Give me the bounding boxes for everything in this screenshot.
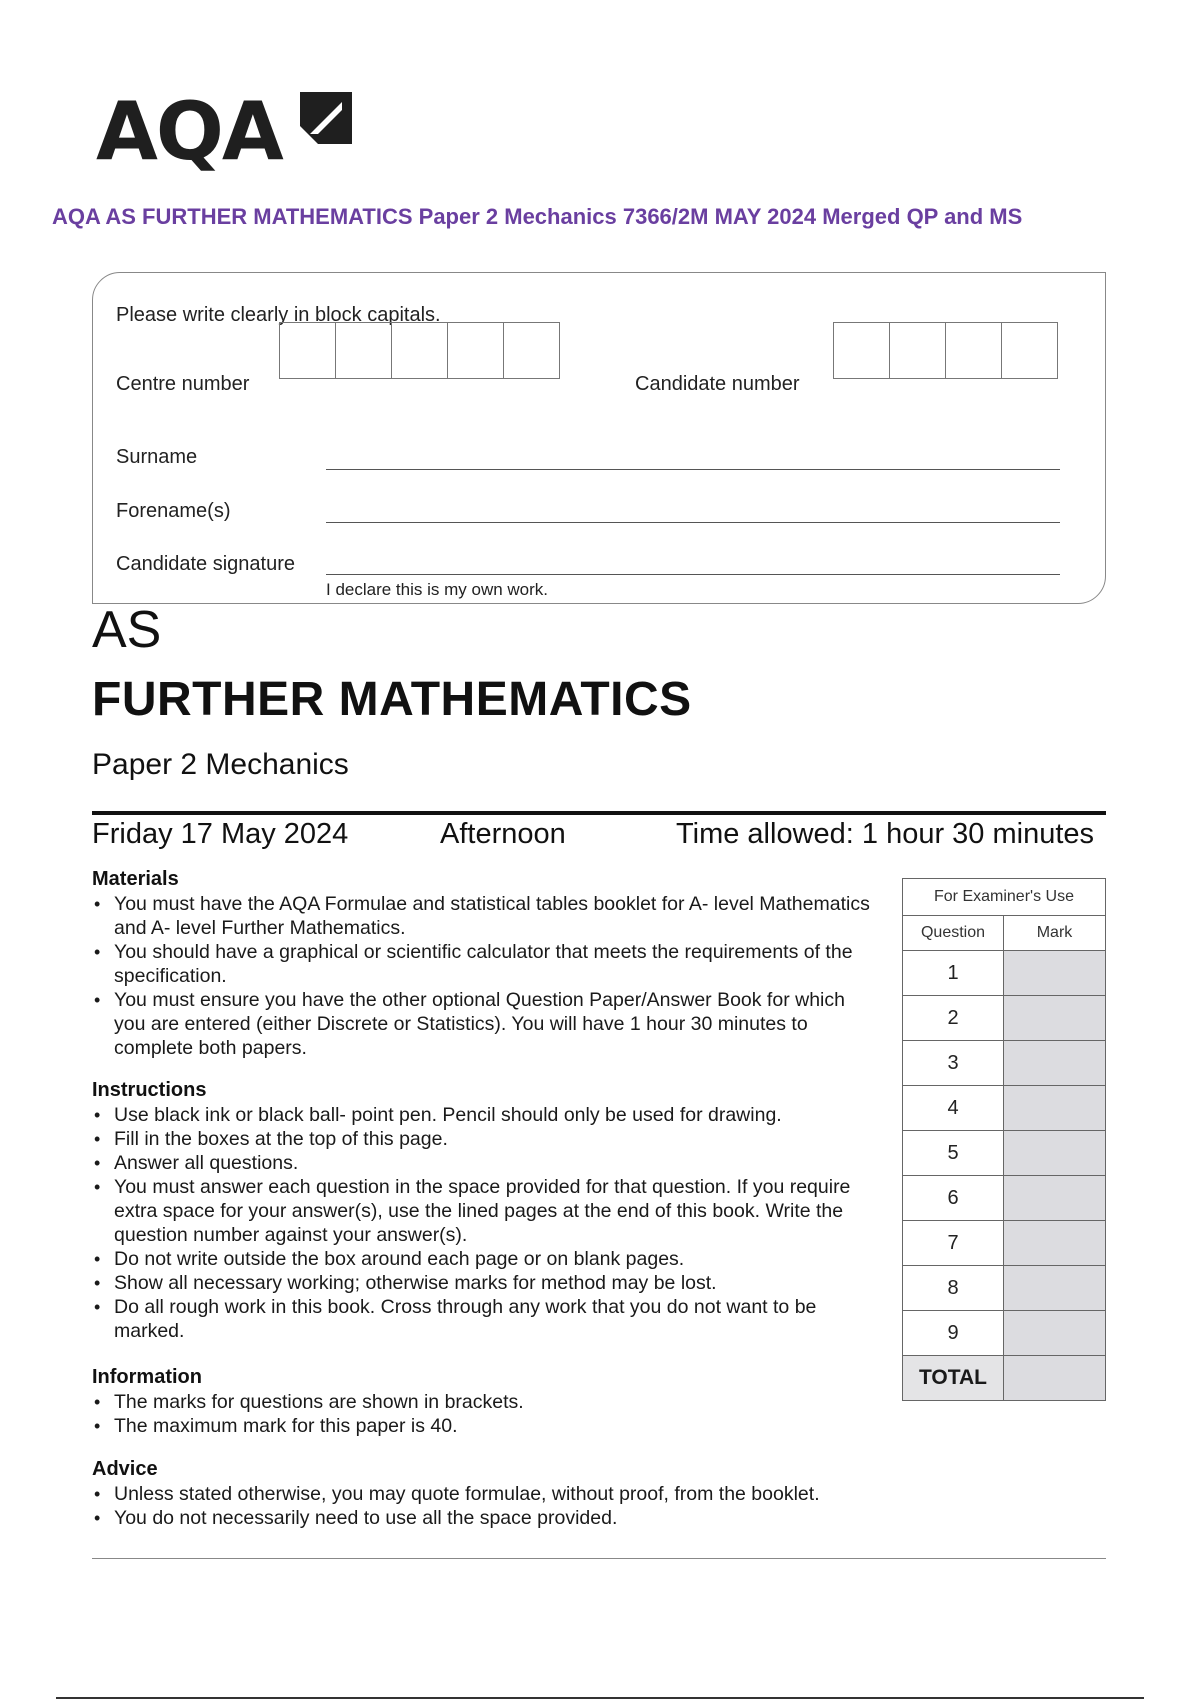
- exam-session: Afternoon: [440, 818, 566, 850]
- table-row: [903, 1131, 1106, 1176]
- table-row: [903, 1311, 1106, 1356]
- materials-heading: Materials: [92, 868, 179, 890]
- page-bottom-rule: [56, 1697, 1144, 1699]
- advice-heading: Advice: [92, 1458, 158, 1480]
- materials-list: [92, 892, 872, 1060]
- table-row: [903, 996, 1106, 1041]
- candidate-digit-box[interactable]: [833, 322, 890, 379]
- centre-number-label: Centre number: [116, 373, 250, 395]
- question-number: 7: [903, 1221, 1004, 1266]
- list-item: • You must ensure you have the other optional Question Paper/Answer Book for which you are entered (either Discrete or Statistics). You will have 1 hour 30 minutes to complete both papers.: [92, 988, 872, 1060]
- list-item: • You do not necessarily need to use all the space provided.: [92, 1506, 952, 1530]
- list-item: • Do not write outside the box around each page or on blank pages.: [92, 1247, 882, 1271]
- question-number: 6: [903, 1176, 1004, 1221]
- mark-cell[interactable]: [1004, 951, 1106, 996]
- question-number: 5: [903, 1131, 1004, 1176]
- candidate-number-label: Candidate number: [635, 373, 800, 395]
- mark-cell[interactable]: [1004, 1131, 1106, 1176]
- centre-digit-box[interactable]: [503, 322, 560, 379]
- subject-title: FURTHER MATHEMATICS: [92, 673, 692, 726]
- mark-column-header: Mark: [1004, 916, 1106, 951]
- centre-digit-box[interactable]: [447, 322, 504, 379]
- list-item: • Fill in the boxes at the top of this page.: [92, 1127, 882, 1151]
- table-row: [903, 1086, 1106, 1131]
- centre-digit-box[interactable]: [391, 322, 448, 379]
- candidate-digit-box[interactable]: [945, 322, 1002, 379]
- time-allowed: Time allowed: 1 hour 30 minutes: [676, 818, 1095, 850]
- centre-digit-box[interactable]: [335, 322, 392, 379]
- list-item: • Do all rough work in this book. Cross through any work that you do not want to be marked.: [92, 1295, 882, 1343]
- mark-cell[interactable]: [1004, 1266, 1106, 1311]
- table-row: [903, 1041, 1106, 1086]
- question-column-header: Question: [903, 916, 1004, 951]
- list-item: • The marks for questions are shown in brackets.: [92, 1390, 882, 1414]
- centre-number-boxes[interactable]: [280, 322, 560, 379]
- mark-cell[interactable]: [1004, 1086, 1106, 1131]
- question-number: 9: [903, 1311, 1004, 1356]
- mark-cell[interactable]: [1004, 996, 1106, 1041]
- question-number: 2: [903, 996, 1004, 1041]
- table-row: [903, 1221, 1106, 1266]
- surname-label: Surname: [116, 446, 198, 468]
- block-capitals-instruction: Please write clearly in block capitals.: [116, 304, 441, 326]
- list-item: • You should have a graphical or scientific calculator that meets the requirements of the specification.: [92, 940, 872, 988]
- list-item: • Show all necessary working; otherwise marks for method may be lost.: [92, 1271, 882, 1295]
- centre-digit-box[interactable]: [279, 322, 336, 379]
- document-subtitle: AQA AS FURTHER MATHEMATICS Paper 2 Mechanics 7366/2M MAY 2024 Merged QP and MS: [52, 204, 1023, 229]
- aqa-logo: [96, 82, 366, 182]
- mark-cell[interactable]: [1004, 1041, 1106, 1086]
- mark-cell[interactable]: [1004, 1311, 1106, 1356]
- table-row: [903, 951, 1106, 996]
- instructions-heading: Instructions: [92, 1079, 207, 1101]
- total-mark-cell[interactable]: [1004, 1356, 1106, 1401]
- signature-line[interactable]: [326, 574, 1060, 575]
- list-item: • Answer all questions.: [92, 1151, 882, 1175]
- candidate-digit-box[interactable]: [889, 322, 946, 379]
- advice-list: [92, 1482, 952, 1530]
- total-label: TOTAL: [903, 1356, 1004, 1401]
- exam-date: Friday 17 May 2024: [92, 818, 349, 850]
- level-title: AS: [92, 601, 162, 659]
- list-item: • You must have the AQA Formulae and statistical tables booklet for A- level Mathematics and A- level Further Mathematics.: [92, 892, 872, 940]
- table-row: [903, 1266, 1106, 1311]
- instructions-list: [92, 1103, 882, 1343]
- list-item: • Unless stated otherwise, you may quote formulae, without proof, from the booklet.: [92, 1482, 952, 1506]
- question-number: 8: [903, 1266, 1004, 1311]
- forenames-line[interactable]: [326, 522, 1060, 523]
- table-row: [903, 1176, 1106, 1221]
- information-heading: Information: [92, 1366, 202, 1388]
- signature-label: Candidate signature: [116, 553, 296, 575]
- title-rule: [92, 811, 1106, 815]
- mark-cell[interactable]: [1004, 1176, 1106, 1221]
- question-number: 4: [903, 1086, 1004, 1131]
- logo-text: AQA: [96, 85, 282, 178]
- question-number: 1: [903, 951, 1004, 996]
- list-item: • The maximum mark for this paper is 40.: [92, 1414, 882, 1438]
- forenames-label: Forename(s): [116, 500, 231, 522]
- examiner-table-heading: For Examiner's Use: [903, 879, 1106, 916]
- total-row: [903, 1356, 1106, 1401]
- candidate-digit-box[interactable]: [1001, 322, 1058, 379]
- mark-cell[interactable]: [1004, 1221, 1106, 1266]
- information-list: [92, 1390, 882, 1438]
- examiner-use-table: [902, 878, 1106, 1401]
- declaration-text: I declare this is my own work.: [326, 580, 549, 599]
- aqa-tick-icon: [296, 88, 356, 148]
- question-number: 3: [903, 1041, 1004, 1086]
- paper-title: Paper 2 Mechanics: [92, 748, 349, 781]
- footer-rule: [92, 1558, 1106, 1559]
- list-item: • Use black ink or black ball- point pen. Pencil should only be used for drawing.: [92, 1103, 882, 1127]
- list-item: • You must answer each question in the space provided for that question. If you require extra space for your answer(s), use the lined pages at the end of this book. Write the question number against your answer(s).: [92, 1175, 882, 1247]
- candidate-number-boxes[interactable]: [834, 322, 1058, 379]
- surname-line[interactable]: [326, 469, 1060, 470]
